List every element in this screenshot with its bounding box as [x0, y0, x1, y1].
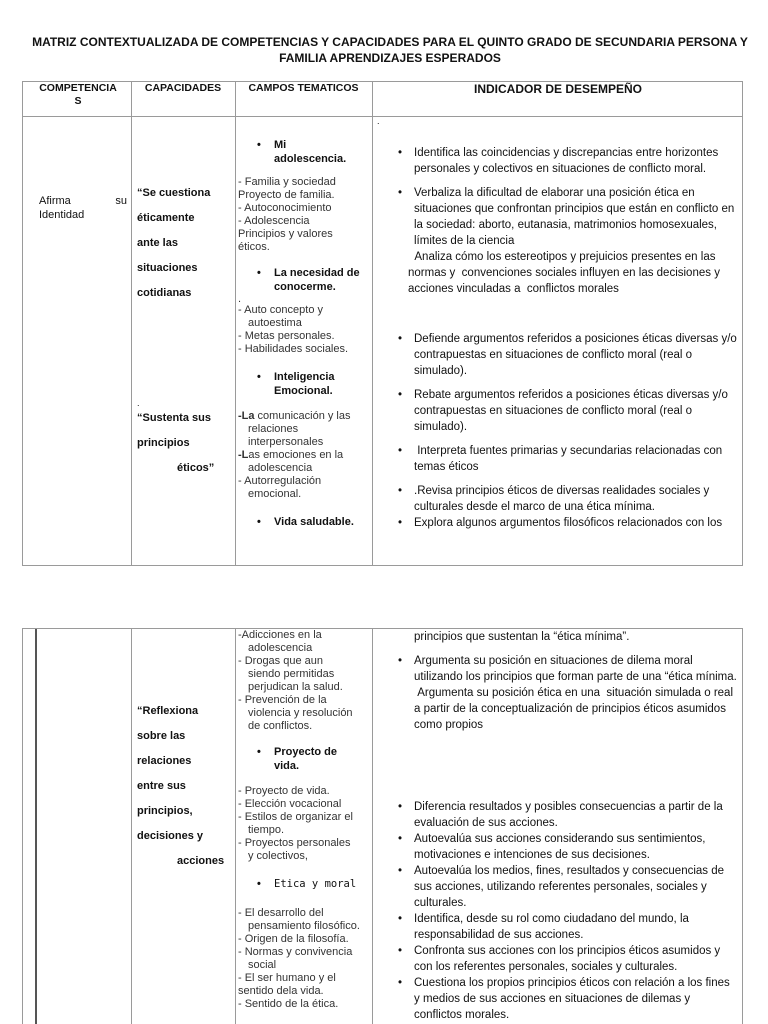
capacidad-line: entre sus: [137, 780, 186, 792]
campo-item: - Proyecto de vida.: [238, 785, 330, 797]
capacidad-dot: .: [137, 398, 140, 408]
competencia-word-3: Identidad: [39, 209, 85, 221]
capacidad-line: éticamente: [137, 212, 195, 224]
capacidad-line: sobre las: [137, 730, 186, 742]
campo-item: - Origen de la filosofía.: [238, 933, 349, 945]
campo-heading: [238, 877, 371, 891]
campo-item: [238, 449, 371, 462]
indicador-item: • Explora algunos argumentos filosóficos relacionados con los: [398, 515, 738, 531]
campo-item: perjudican la salud.: [248, 681, 343, 693]
campo-item: - Proyectos personales: [238, 837, 351, 849]
campo-item: autoestima: [248, 317, 302, 329]
indicador-dot: .: [377, 116, 380, 126]
campo-item: tiempo.: [248, 824, 285, 836]
header-capacidades: CAPACIDADES: [144, 82, 222, 94]
capacidad-line: ante las: [137, 237, 178, 249]
competencia-word-1: Afirma: [39, 195, 71, 207]
indicador-item: Analiza cómo los estereotipos y prejuicios presentes en las normas y convenciones sociales influyen en las decisiones y acciones vinculadas a conflictos morales: [408, 251, 724, 295]
header-campos-tematicos: CAMPOS TEMATICOS: [248, 82, 359, 94]
indicadores-1: [398, 145, 738, 531]
campo-item: Principios y valores: [238, 228, 333, 240]
competency-table-1: [22, 81, 743, 566]
indicador-item: • Verbaliza la dificultad de elaborar una posición ética en situaciones que confrontan principios que están en conflicto en la sociedad: aborto, eutanasia, matrimonios homosexuales, límites de la ciencia: [398, 185, 738, 249]
indicador-item: • .Revisa principios éticos de diversas realidades sociales y culturales desde el marco de una ética mínima.: [398, 483, 738, 515]
capacidad-line: “Reflexiona: [137, 705, 199, 717]
campo-item: - Autorregulación: [238, 475, 322, 487]
title-line-2: FAMILIA APRENDIZAJES ESPERADOS: [279, 51, 501, 65]
campo-item-bold: -L: [238, 449, 249, 461]
indicador-item: • Confronta sus acciones con los principios éticos asumidos y con los referentes personales, sociales y culturales.: [398, 943, 738, 975]
campo-heading: • Mi adolescencia.: [238, 138, 348, 166]
indicadores-2: [398, 629, 738, 1023]
capacidad-line: relaciones: [137, 755, 192, 767]
campo-item: -Adicciones en la: [238, 629, 322, 641]
campo-item: social: [248, 959, 277, 971]
campo-item: relaciones: [248, 423, 299, 435]
campo-item: pensamiento filosófico.: [248, 920, 360, 932]
campo-heading: • Proyecto de vida.: [238, 745, 350, 773]
indicador-item: • Identifica, desde su rol como ciudadano del mundo, la responsabilidad de sus acciones.: [398, 911, 738, 943]
competencia-cell: [39, 194, 127, 222]
campo-item: - Familia y sociedad: [238, 176, 336, 188]
indicador-item: • Defiende argumentos referidos a posiciones éticas diversas y/o contrapuestas en situaciones de conflicto moral (real o simulado).: [398, 331, 738, 379]
campo-item: - Sentido de la ética.: [238, 998, 339, 1010]
campo-heading-text: Etica y moral: [274, 878, 357, 890]
campo-item: emocional.: [248, 488, 302, 500]
indicador-item: • Identifica las coincidencias y discrepancias entre horizontes personales y colectivos en situaciones de conflicto moral.: [398, 145, 738, 177]
capacidad-reflexiona: [137, 699, 233, 874]
capacidad-line: decisiones y: [137, 830, 204, 842]
campos-tematicos-2: [238, 629, 371, 1011]
capacidad-line: “Sustenta sus: [137, 412, 211, 424]
campo-item: de conflictos.: [248, 720, 313, 732]
indicador-item: principios que sustentan la “ética mínima”.: [414, 631, 630, 643]
campo-item: sentido dela vida.: [238, 985, 324, 997]
campo-item: éticos.: [238, 241, 270, 253]
header-indicador: INDICADOR DE DESEMPEÑO: [473, 82, 643, 96]
indicador-item: Argumenta su posición ética en una situación simulada o real a partir de la conceptualización de principios éticos asumidos como propios: [414, 687, 737, 731]
campo-item: siendo permitidas: [248, 668, 335, 680]
campo-heading: • La necesidad de conocerme.: [238, 266, 371, 294]
header-competencias: [35, 82, 121, 108]
capacidad-line: éticos”: [177, 462, 215, 474]
header-competencias-line1: COMPETENCIA: [39, 82, 117, 94]
competency-table-2: [22, 628, 743, 1024]
indicador-item: • Interpreta fuentes primarias y secundarias relacionadas con temas éticos: [398, 443, 738, 475]
campo-item: violencia y resolución: [248, 707, 353, 719]
campo-item: - Adolescencia: [238, 215, 310, 227]
capacidad-line: principios: [137, 437, 190, 449]
campo-item: - Autoconocimiento: [238, 202, 332, 214]
campo-item: - Normas y convivencia: [238, 946, 353, 958]
campo-item: - Auto concepto y: [238, 304, 323, 316]
indicador-item: • Diferencia resultados y posibles consecuencias a partir de la evaluación de sus acciones.: [398, 799, 738, 831]
campo-item: - Metas personales.: [238, 330, 335, 342]
page-title: [30, 34, 750, 66]
campo-item: - Elección vocacional: [238, 798, 342, 810]
campo-item: - Drogas que aun: [238, 655, 323, 667]
campo-item: y colectivos,: [248, 850, 308, 862]
campo-item-text: comunicación y las: [254, 410, 351, 422]
campo-item: - El desarrollo del: [238, 907, 324, 919]
campo-item: - Estilos de organizar el: [238, 811, 353, 823]
title-line-1: MATRIZ CONTEXTUALIZADA DE COMPETENCIAS Y CAPACIDADES PARA EL QUINTO GRADO DE SECUNDARIA PERSONA Y: [32, 35, 748, 49]
capacidad-sustenta: [137, 406, 233, 481]
indicador-item: • Rebate argumentos referidos a posiciones éticas diversas y/o contrapuestas en situaciones de conflicto moral (real o simulado).: [398, 387, 738, 435]
campo-dot: .: [238, 293, 242, 305]
indicador-item: • Cuestiona los propios principios éticos con relación a los fines y medios de sus acciones en situaciones de dilemas y conflictos morales.: [398, 975, 738, 1023]
campo-item: Proyecto de familia.: [238, 189, 335, 201]
campo-item-text: as emociones en la: [248, 449, 344, 461]
campo-item: adolescencia: [248, 642, 313, 654]
campo-heading: • Inteligencia Emocional.: [238, 370, 348, 398]
capacidad-cuestiona: [137, 181, 233, 306]
campo-item: - El ser humano y el: [238, 972, 336, 984]
competencia-word-2: su: [115, 195, 127, 207]
capacidad-line: “Se cuestiona: [137, 187, 211, 199]
capacidad-line: situaciones: [137, 262, 198, 274]
campo-item: interpersonales: [248, 436, 324, 448]
campos-tematicos-1: [238, 138, 371, 529]
campo-item: [238, 410, 371, 423]
indicador-item: • Autoevalúa los medios, fines, resultados y consecuencias de sus acciones, utilizando referentes personales, sociales y culturales.: [398, 863, 738, 911]
header-competencias-line2: S: [74, 95, 82, 107]
capacidad-line: principios,: [137, 805, 193, 817]
campo-item-bold: -La: [238, 410, 255, 422]
capacidad-line: cotidianas: [137, 287, 192, 299]
campo-item: adolescencia: [248, 462, 313, 474]
indicador-item: • Argumenta su posición en situaciones de dilema moral utilizando los principios que forman parte de una “ética mínima.: [398, 653, 738, 685]
campo-heading: • Vida saludable.: [238, 515, 371, 529]
campo-item: - Habilidades sociales.: [238, 343, 349, 355]
campo-item: - Prevención de la: [238, 694, 327, 706]
capacidad-line: acciones: [177, 855, 225, 867]
indicador-item: • Autoevalúa sus acciones considerando sus sentimientos, motivaciones e intenciones de sus decisiones.: [398, 831, 738, 863]
